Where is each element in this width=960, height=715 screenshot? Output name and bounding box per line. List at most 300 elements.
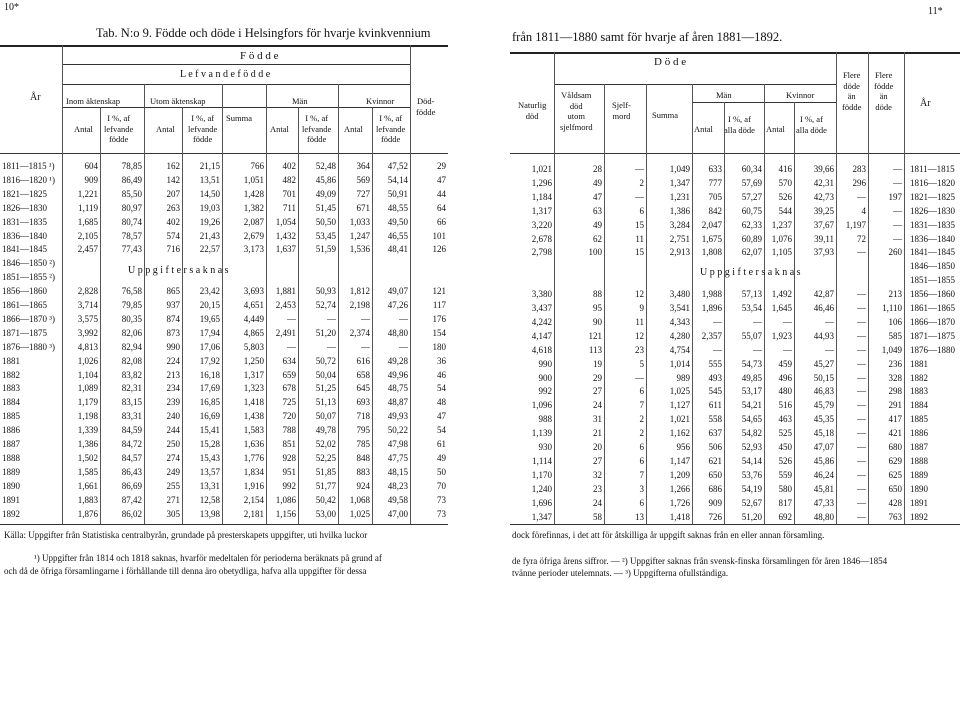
year-cell: 1836—1840: [2, 230, 47, 241]
table-row: [0, 274, 960, 286]
value-cell: 52,25: [315, 452, 336, 463]
value-cell: 516: [778, 400, 792, 411]
value-cell: 51,20: [741, 511, 762, 522]
table-row: [0, 330, 960, 342]
year-cell: 1888: [2, 452, 20, 463]
value-cell: 1,896: [701, 303, 722, 313]
value-cell: 176: [432, 313, 446, 324]
header-flere-fodde: Flere födde än döde: [874, 70, 894, 112]
header-pct-2: I %, af lefvande födde: [188, 113, 218, 145]
value-cell: 86,02: [121, 508, 142, 519]
value-cell: —: [713, 316, 722, 327]
value-cell: 79,85: [121, 300, 142, 310]
value-cell: 2,453: [275, 300, 296, 310]
table-row: [0, 385, 960, 397]
value-cell: 450: [778, 442, 792, 452]
header-sjelfmord: Sjelf- mord: [612, 100, 631, 121]
value-cell: 1,432: [275, 230, 296, 241]
value-cell: 988: [538, 414, 552, 425]
value-cell: 909: [708, 497, 722, 508]
value-cell: 678: [282, 383, 296, 394]
value-cell: 526: [778, 455, 792, 466]
table-row: [0, 483, 960, 495]
value-cell: 48,41: [387, 244, 408, 255]
table-row: [0, 246, 960, 258]
year-cell: 1866—1870: [910, 316, 955, 327]
value-cell: 1,237: [771, 219, 792, 230]
value-cell: 1,127: [669, 400, 690, 411]
header-antal-3: Antal: [270, 124, 289, 134]
value-cell: 1,147: [669, 455, 690, 466]
year-cell: 1884: [910, 400, 928, 411]
value-cell: —: [327, 313, 336, 324]
value-cell: 777: [708, 177, 722, 188]
value-cell: 686: [708, 483, 722, 494]
value-cell: —: [857, 303, 866, 313]
value-cell: 1,812: [349, 286, 370, 297]
table-title-right: från 1811—1880 samt för hvarje af åren 1881—1892.: [512, 30, 783, 44]
value-cell: 4,651: [243, 300, 264, 310]
year-cell: 1881: [2, 355, 20, 366]
value-cell: 47,07: [813, 442, 834, 452]
value-cell: 2: [639, 428, 644, 439]
value-cell: 73: [437, 508, 446, 519]
footnote-1b-right: tvänne perioder utelemnats. — ³) Uppgifterna ofullständiga.: [512, 568, 729, 578]
value-cell: 47,26: [387, 300, 408, 310]
value-cell: 46,46: [813, 303, 834, 313]
value-cell: 50,91: [387, 188, 408, 199]
year-cell: 1811—1815 ¹): [2, 161, 55, 171]
value-cell: 239: [166, 397, 180, 408]
value-cell: 48,80: [387, 327, 408, 338]
value-cell: 569: [356, 174, 370, 185]
value-cell: 3: [639, 483, 644, 494]
value-cell: 9: [639, 303, 644, 313]
value-cell: 726: [708, 511, 722, 522]
value-cell: 296: [852, 177, 866, 188]
value-cell: 73: [437, 494, 446, 505]
year-cell: 1885: [2, 411, 20, 422]
header-antal-1: Antal: [74, 124, 93, 134]
value-cell: 70: [437, 480, 446, 491]
value-cell: 1,021: [669, 414, 690, 425]
value-cell: 558: [708, 414, 722, 425]
value-cell: 2,087: [243, 216, 264, 227]
year-cell: 1883: [910, 386, 928, 397]
value-cell: 47: [437, 174, 446, 185]
value-cell: 6: [639, 442, 644, 452]
value-cell: 84,72: [121, 439, 142, 449]
value-cell: —: [635, 164, 644, 174]
header-fodde: F ö d d e: [240, 50, 279, 62]
value-cell: 16,85: [199, 397, 220, 408]
value-cell: 718: [356, 411, 370, 422]
value-cell: 22,57: [199, 244, 220, 255]
value-cell: —: [857, 191, 866, 202]
header-pct-3: I %, af lefvande födde: [302, 113, 332, 145]
value-cell: 13,98: [199, 508, 220, 519]
value-cell: 49,09: [315, 188, 336, 199]
year-cell: 1841—1845: [910, 247, 955, 258]
value-cell: 48,23: [387, 480, 408, 491]
value-cell: 364: [356, 161, 370, 171]
table-row: [0, 441, 960, 453]
value-cell: 39,66: [813, 164, 834, 174]
value-cell: —: [399, 313, 408, 324]
year-cell: 1851—1855: [910, 275, 955, 286]
value-cell: 2,679: [243, 230, 264, 241]
value-cell: 1,661: [77, 480, 98, 491]
value-cell: 1,502: [77, 452, 98, 463]
year-cell: 1884: [2, 397, 20, 408]
value-cell: 19,03: [199, 202, 220, 213]
year-cell: 1821—1825: [2, 188, 47, 199]
value-cell: —: [893, 177, 902, 188]
value-cell: 213: [888, 289, 902, 300]
value-cell: 82,08: [121, 355, 142, 366]
value-cell: 45,35: [813, 414, 834, 425]
value-cell: 45,86: [315, 174, 336, 185]
value-cell: 84,57: [121, 452, 142, 463]
value-cell: 402: [166, 216, 180, 227]
table-row: [0, 455, 960, 467]
value-cell: 2,913: [669, 247, 690, 258]
value-cell: 1,585: [77, 466, 98, 477]
year-cell: 1856—1860: [2, 286, 47, 297]
value-cell: 87,42: [121, 494, 142, 505]
value-cell: 1,347: [669, 177, 690, 188]
footnote-1-right: de fyra öfriga årens siffror. — ²) Uppgifter saknas från svensk-finska församlingen för åren 1846—1854: [512, 556, 888, 566]
value-cell: 1,583: [243, 425, 264, 436]
value-cell: 47,33: [813, 497, 834, 508]
value-cell: 78,85: [121, 161, 142, 171]
value-cell: 2,798: [531, 247, 552, 258]
value-cell: —: [399, 341, 408, 352]
value-cell: 27: [593, 455, 602, 466]
value-cell: 154: [432, 327, 446, 338]
header-flere-dode: Flere döde än födde: [842, 70, 862, 112]
value-cell: 88: [593, 289, 602, 300]
value-cell: —: [857, 428, 866, 439]
value-cell: 4,147: [531, 330, 552, 341]
value-cell: 493: [708, 372, 722, 383]
value-cell: 298: [888, 386, 902, 397]
value-cell: 1,883: [77, 494, 98, 505]
value-cell: —: [893, 205, 902, 216]
value-cell: 42,31: [813, 177, 834, 188]
value-cell: —: [857, 289, 866, 300]
value-cell: 1,317: [243, 369, 264, 380]
value-cell: 42,87: [813, 289, 834, 300]
year-cell: 1866—1870 ³): [2, 313, 55, 324]
value-cell: 49,28: [387, 355, 408, 366]
year-cell: 1889: [2, 466, 20, 477]
value-cell: 1,428: [243, 188, 264, 199]
value-cell: 2,047: [701, 219, 722, 230]
value-cell: 1,923: [771, 330, 792, 341]
value-cell: 1,051: [243, 174, 264, 185]
value-cell: 101: [432, 230, 446, 241]
value-cell: 570: [778, 177, 792, 188]
value-cell: 19,26: [199, 216, 220, 227]
value-cell: 1,105: [771, 247, 792, 258]
value-cell: 76,58: [121, 286, 142, 297]
value-cell: 616: [356, 355, 370, 366]
value-cell: 80,97: [121, 202, 142, 213]
value-cell: 29: [437, 161, 446, 171]
value-cell: 45,79: [813, 400, 834, 411]
value-cell: 416: [778, 164, 792, 174]
value-cell: 60,75: [741, 205, 762, 216]
value-cell: 50,93: [315, 286, 336, 297]
value-cell: 54,19: [741, 483, 762, 494]
value-cell: 1,776: [243, 452, 264, 463]
value-cell: —: [857, 344, 866, 355]
value-cell: 989: [676, 372, 690, 383]
value-cell: 50,72: [315, 355, 336, 366]
table-row: [0, 372, 960, 384]
value-cell: 1,089: [77, 383, 98, 394]
value-cell: 17,06: [199, 341, 220, 352]
value-cell: 2,828: [77, 286, 98, 297]
table-row: [0, 497, 960, 509]
value-cell: 12,58: [199, 494, 220, 505]
value-cell: 51,13: [315, 397, 336, 408]
value-cell: 27: [593, 386, 602, 397]
value-cell: 54: [437, 425, 446, 436]
value-cell: —: [857, 455, 866, 466]
value-cell: 1,726: [669, 497, 690, 508]
value-cell: —: [893, 219, 902, 230]
value-cell: 15,28: [199, 439, 220, 449]
value-cell: 1,096: [531, 400, 552, 411]
header-ar-left: År: [30, 92, 41, 103]
value-cell: 236: [888, 358, 902, 369]
value-cell: 62,33: [741, 219, 762, 230]
value-cell: 271: [166, 494, 180, 505]
value-cell: 50,42: [315, 494, 336, 505]
value-cell: 716: [166, 244, 180, 255]
table-row: [0, 316, 960, 328]
value-cell: 1,645: [771, 303, 792, 313]
value-cell: 2,181: [243, 508, 264, 519]
year-cell: 1876—1880: [910, 344, 955, 355]
value-cell: 50: [437, 466, 446, 477]
value-cell: 3,480: [669, 289, 690, 300]
value-cell: 6: [639, 455, 644, 466]
value-cell: 1,049: [669, 164, 690, 174]
value-cell: 1,170: [531, 469, 552, 480]
value-cell: 100: [588, 247, 602, 258]
table-row: [0, 233, 960, 245]
value-cell: 4,449: [243, 313, 264, 324]
value-cell: —: [857, 330, 866, 341]
value-cell: 51,85: [315, 466, 336, 477]
value-cell: 1,438: [243, 411, 264, 422]
value-cell: 46,83: [813, 386, 834, 397]
value-cell: 12: [635, 289, 644, 300]
value-cell: 6: [639, 205, 644, 216]
value-cell: 52,74: [315, 300, 336, 310]
value-cell: 1,110: [882, 303, 902, 313]
header-antal-r1: Antal: [694, 124, 713, 134]
value-cell: 1,386: [669, 205, 690, 216]
value-cell: —: [857, 386, 866, 397]
value-cell: 51,25: [315, 383, 336, 394]
value-cell: 990: [166, 341, 180, 352]
value-cell: 1,119: [78, 202, 98, 213]
value-cell: 249: [166, 466, 180, 477]
year-cell: 1831—1835: [910, 219, 955, 230]
value-cell: —: [327, 341, 336, 352]
value-cell: 1,250: [243, 355, 264, 366]
value-cell: 720: [282, 411, 296, 422]
table-row: [0, 413, 960, 425]
value-cell: —: [893, 233, 902, 244]
value-cell: 11: [635, 233, 644, 244]
value-cell: 4,343: [669, 316, 690, 327]
value-cell: 77,43: [121, 244, 142, 255]
value-cell: 55,07: [741, 330, 762, 341]
value-cell: 15,43: [199, 452, 220, 463]
value-cell: 900: [538, 372, 552, 383]
value-cell: 2,678: [531, 233, 552, 244]
header-lefvande: L e f v a n d e f ö d d e: [180, 69, 271, 80]
value-cell: 47,52: [387, 161, 408, 171]
value-cell: 1,636: [243, 439, 264, 449]
value-cell: 1,317: [531, 205, 552, 216]
value-cell: 848: [356, 452, 370, 463]
value-cell: 142: [166, 174, 180, 185]
value-cell: 1,026: [77, 355, 98, 366]
page-number-right: 11*: [928, 6, 943, 17]
year-cell: 1811—1815: [910, 164, 955, 174]
value-cell: 53,45: [315, 230, 336, 241]
value-cell: 701: [282, 188, 296, 199]
value-cell: 16,18: [199, 369, 220, 380]
value-cell: —: [361, 341, 370, 352]
value-cell: 1,076: [771, 233, 792, 244]
uppgifter-saknas-left: U p p g i f t e r s a k n a s: [128, 265, 229, 276]
year-cell: 1871—1875: [910, 330, 955, 341]
value-cell: 2,357: [701, 330, 722, 341]
value-cell: 17,69: [199, 383, 220, 394]
year-cell: 1886: [2, 425, 20, 436]
header-man-left: Män: [292, 96, 308, 106]
value-cell: 23: [593, 483, 602, 494]
value-cell: 785: [356, 439, 370, 449]
value-cell: 83,15: [121, 397, 142, 408]
value-cell: 57,27: [741, 191, 762, 202]
value-cell: 19,65: [199, 313, 220, 324]
header-summa-left: Summa: [226, 113, 252, 123]
table-row: [0, 260, 960, 272]
value-cell: 1,209: [669, 469, 690, 480]
table-row: [0, 219, 960, 231]
value-cell: 1,876: [77, 508, 98, 519]
value-cell: 260: [888, 247, 902, 258]
year-cell: 1861—1865: [2, 300, 47, 310]
uppgifter-saknas-right: U p p g i f t e r s a k n a s: [700, 267, 801, 278]
value-cell: 4,865: [243, 327, 264, 338]
year-cell: 1892: [2, 508, 20, 519]
year-cell: 1821—1825: [910, 191, 955, 202]
value-cell: 49,50: [387, 216, 408, 227]
value-cell: 39,11: [814, 233, 834, 244]
header-antal-r2: Antal: [766, 124, 785, 134]
value-cell: 428: [888, 497, 902, 508]
value-cell: 47,98: [387, 439, 408, 449]
value-cell: 2: [639, 177, 644, 188]
value-cell: —: [857, 316, 866, 327]
value-cell: 625: [888, 469, 902, 480]
value-cell: 1,156: [275, 508, 296, 519]
value-cell: 930: [538, 442, 552, 452]
value-cell: 224: [166, 355, 180, 366]
value-cell: 851: [282, 439, 296, 449]
year-cell: 1891: [910, 497, 928, 508]
value-cell: 213: [166, 369, 180, 380]
value-cell: 45,81: [813, 483, 834, 494]
value-cell: 1,014: [669, 358, 690, 369]
value-cell: 72: [857, 233, 866, 244]
value-cell: 47,75: [387, 452, 408, 463]
value-cell: 12: [635, 330, 644, 341]
value-cell: 84,59: [121, 425, 142, 436]
header-man-right: Män: [716, 90, 732, 100]
value-cell: 283: [852, 164, 866, 174]
value-cell: 3,714: [77, 300, 98, 310]
value-cell: 64: [437, 202, 446, 213]
value-cell: 117: [432, 300, 446, 310]
value-cell: 874: [166, 313, 180, 324]
value-cell: 48: [437, 397, 446, 408]
value-cell: 7: [639, 469, 644, 480]
value-cell: 17,94: [199, 327, 220, 338]
value-cell: 113: [588, 344, 602, 355]
value-cell: 711: [282, 202, 296, 213]
value-cell: —: [361, 313, 370, 324]
value-cell: 291: [888, 400, 902, 411]
value-cell: 1,685: [77, 216, 98, 227]
value-cell: 2,374: [349, 327, 370, 338]
value-cell: 23: [635, 344, 644, 355]
value-cell: 240: [166, 411, 180, 422]
header-naturlig: Naturlig död: [518, 100, 547, 121]
table-row: [0, 288, 960, 300]
value-cell: 1,033: [349, 216, 370, 227]
value-cell: 44: [437, 188, 446, 199]
value-cell: 52,48: [315, 161, 336, 171]
value-cell: 3,437: [531, 303, 552, 313]
value-cell: 28: [593, 164, 602, 174]
value-cell: 62,07: [741, 247, 762, 258]
source-note-right: dock förefinnas, i det att för åtskilliga år uppgift saknas från en eller annan församling.: [512, 530, 825, 540]
value-cell: 1,139: [531, 428, 552, 439]
value-cell: 580: [778, 483, 792, 494]
value-cell: 555: [708, 358, 722, 369]
value-cell: 2,491: [275, 327, 296, 338]
value-cell: 57,69: [741, 177, 762, 188]
value-cell: 1,834: [243, 466, 264, 477]
value-cell: 78,57: [121, 230, 142, 241]
value-cell: 86,69: [121, 480, 142, 491]
value-cell: 574: [166, 230, 180, 241]
value-cell: 1,916: [243, 480, 264, 491]
value-cell: 3,575: [77, 313, 98, 324]
value-cell: 1,536: [349, 244, 370, 255]
value-cell: 417: [888, 414, 902, 425]
